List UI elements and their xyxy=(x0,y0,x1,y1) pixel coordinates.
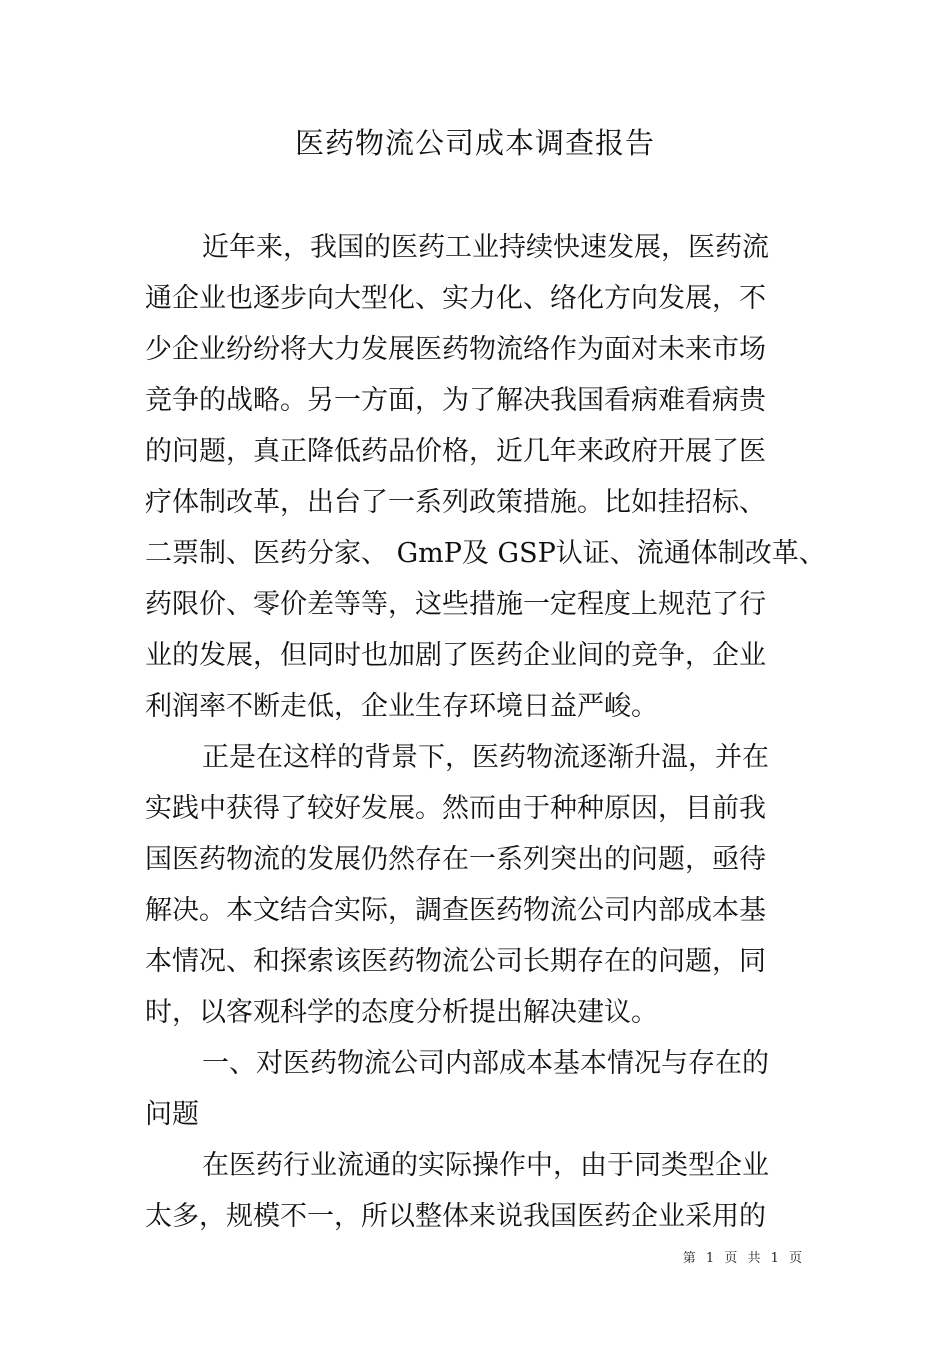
text-line: 太多，规模不一，所以整体来说我国医药企业采用的 xyxy=(145,1201,766,1232)
text-line: 药限价、零价差等等，这些措施一定程度上规范了行 xyxy=(145,589,766,620)
text-line: 解决。本文结合实际，調查医药物流公司内部成本基 xyxy=(145,895,766,926)
text-line: 竞争的战略。另一方面，为了解决我国看病难看病贵 xyxy=(145,385,766,416)
text-line: 本情况、和探索该医药物流公司长期存在的问题，同 xyxy=(145,946,766,977)
text-line: 在医药行业流通的实际操作中，由于同类型企业 xyxy=(202,1150,769,1181)
text-line: 国医药物流的发展仍然存在一系列突出的问题，亟待 xyxy=(145,844,766,875)
document-title: 医药物流公司成本调查报告 xyxy=(294,126,655,160)
text-line: 利润率不断走低，企业生存环境日益严峻。 xyxy=(145,691,658,722)
document-body xyxy=(145,222,826,1242)
section-heading-line: 一、对医药物流公司内部成本基本情况与存在的 xyxy=(202,1048,769,1079)
text-line: 近年来，我国的医药工业持续快速发展，医药流 xyxy=(202,232,769,263)
text-line: 实践中获得了较好发展。然而由于种种原因，目前我 xyxy=(145,793,766,824)
text-line: 的问题，真正降低药品价格，近几年来政府开展了医 xyxy=(145,436,766,467)
page-number-footer: 第 1 页 共 1 页 xyxy=(682,1251,805,1266)
text-line: 正是在这样的背景下，医药物流逐渐升温，并在 xyxy=(202,742,769,773)
text-line: 疗体制改革，出台了一系列政策措施。比如挂招标、 xyxy=(145,487,766,518)
section-heading-line: 问题 xyxy=(145,1099,199,1130)
text-line: 少企业纷纷将大力发展医药物流络作为面对未来市场 xyxy=(145,334,766,365)
text-line: 业的发展，但同时也加剧了医药企业间的竞争，企业 xyxy=(145,640,766,671)
text-line: 通企业也逐步向大型化、实力化、络化方向发展，不 xyxy=(145,283,766,314)
text-line: 时，以客观科学的态度分析提出解决建议。 xyxy=(145,997,658,1028)
text-line: 二票制、医药分家、 GmP及 GSP认证、流通体制改革、 xyxy=(145,538,826,569)
